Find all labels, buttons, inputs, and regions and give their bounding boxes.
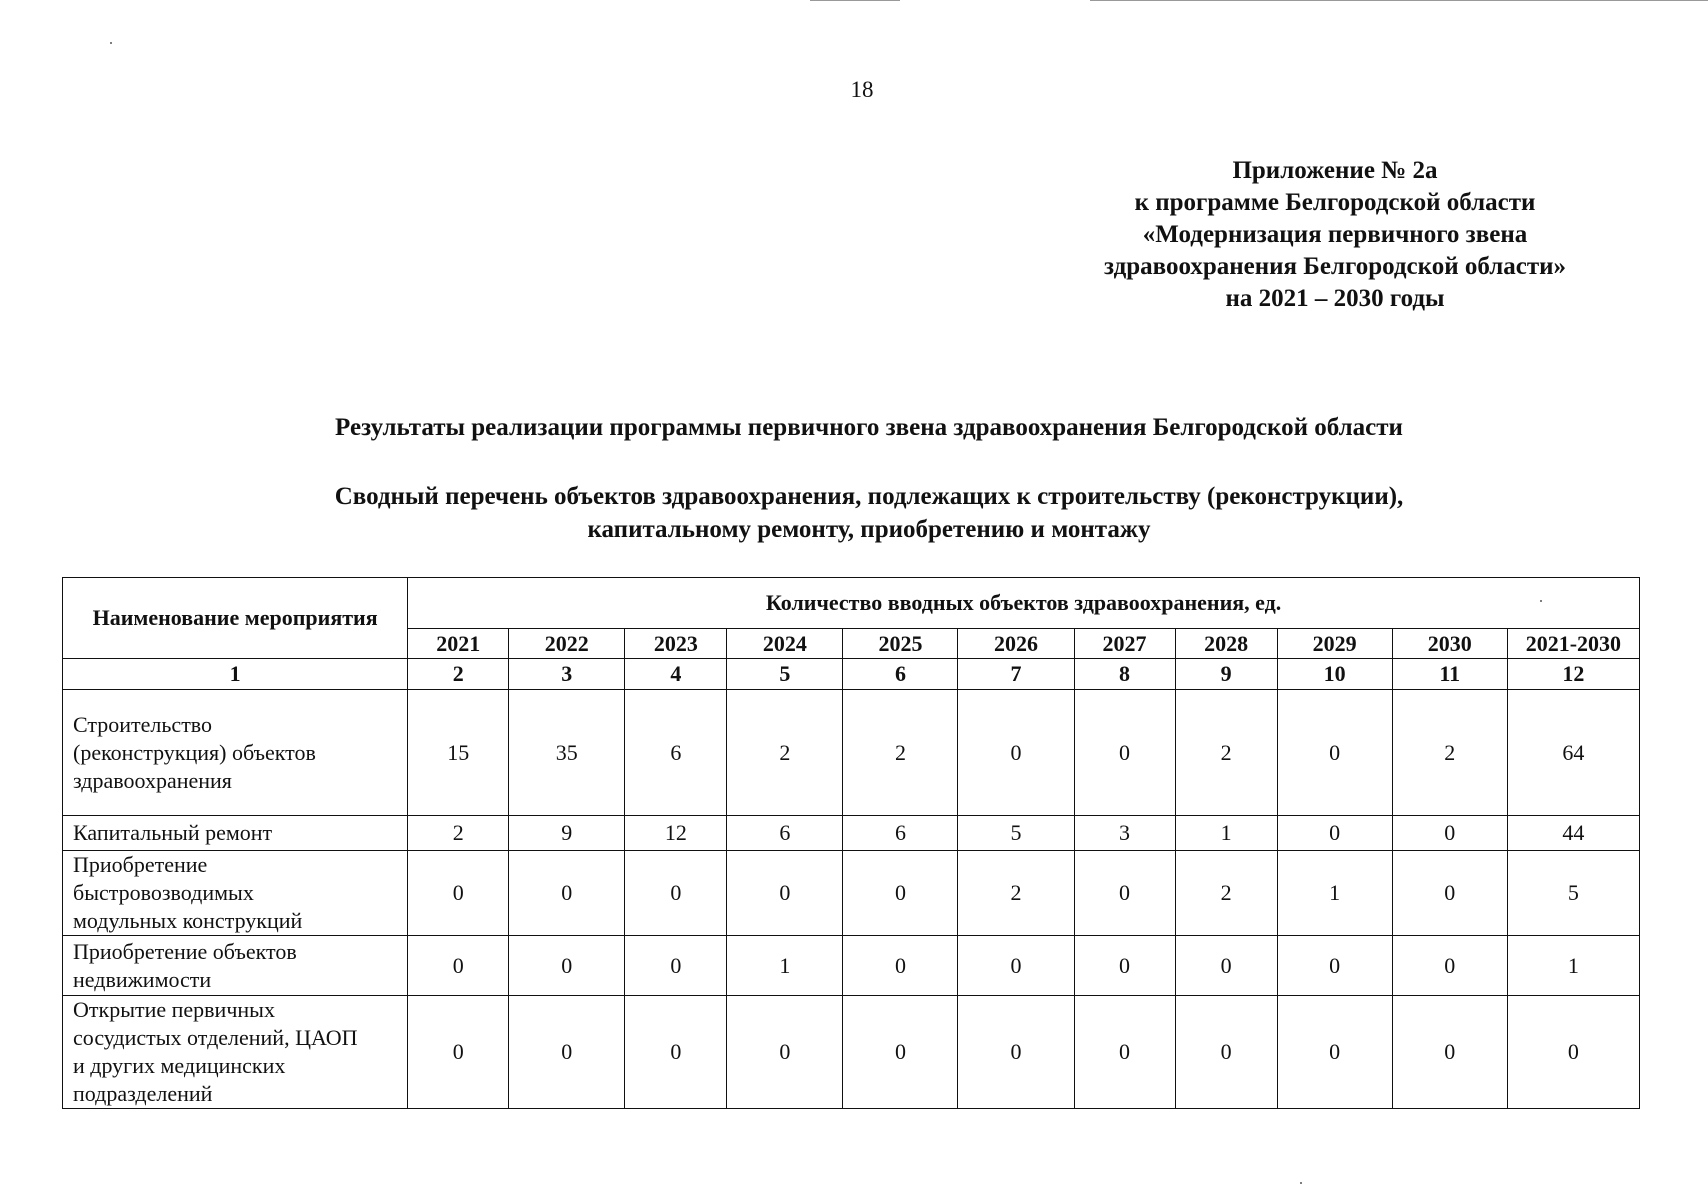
- table-cell: 9: [509, 816, 625, 851]
- column-header-group: Количество вводных объектов здравоохранения, ед.: [408, 578, 1640, 629]
- appendix-line: здравоохранения Белгородской области»: [1103, 253, 1567, 280]
- row-name-line: сосудистых отделений, ЦАОП: [73, 1025, 358, 1050]
- row-name-line: Приобретение: [73, 852, 208, 877]
- table-cell: 0: [1175, 996, 1277, 1109]
- row-name-line: Капитальный ремонт: [73, 820, 273, 845]
- table-cell: 44: [1507, 816, 1639, 851]
- row-name-line: подразделений: [73, 1081, 213, 1106]
- table-cell: 2: [727, 690, 843, 816]
- header-row-numbers: [63, 659, 1640, 690]
- row-name-line: быстровозводимых: [73, 880, 254, 905]
- column-number: 2: [408, 659, 509, 690]
- table-cell: 0: [958, 996, 1074, 1109]
- table-cell: 6: [625, 690, 727, 816]
- subtitle-line: Сводный перечень объектов здравоохранения, подлежащих к строительству (реконструкции),: [334, 483, 1404, 510]
- table-cell: 0: [1074, 936, 1175, 996]
- facilities-table: [62, 577, 1640, 1109]
- column-number: 9: [1175, 659, 1277, 690]
- row-name: [63, 936, 408, 996]
- table-cell: 1: [727, 936, 843, 996]
- column-number: 11: [1392, 659, 1507, 690]
- scan-artifact-line: [1090, 0, 1708, 1]
- appendix-line: «Модернизация первичного звена: [1142, 221, 1528, 248]
- row-name-line: Открытие первичных: [73, 997, 275, 1022]
- row-name-line: модульных конструкций: [73, 908, 303, 933]
- subtitle-line: капитальному ремонту, приобретению и монтажу: [587, 516, 1151, 543]
- table-cell: 0: [843, 996, 958, 1109]
- year-header: 2024: [727, 629, 843, 659]
- table-cell: 0: [1392, 851, 1507, 936]
- scan-speck: [110, 42, 112, 44]
- row-name: [63, 690, 408, 816]
- table-cell: 2: [1392, 690, 1507, 816]
- table-cell: 1: [1277, 851, 1392, 936]
- year-header: 2023: [625, 629, 727, 659]
- table-cell: 0: [1507, 996, 1639, 1109]
- appendix-line: к программе Белгородской области: [1134, 189, 1536, 216]
- table-cell: 0: [727, 851, 843, 936]
- row-name: [63, 851, 408, 936]
- table-row: [63, 690, 1640, 816]
- appendix-line: Приложение № 2а: [1232, 157, 1438, 184]
- column-number: 6: [843, 659, 958, 690]
- appendix-line: на 2021 – 2030 годы: [1225, 285, 1445, 312]
- year-header: 2025: [843, 629, 958, 659]
- document-title: Результаты реализации программы первичного звена здравоохранения Белгородской области: [335, 414, 1403, 441]
- table-cell: 0: [958, 936, 1074, 996]
- row-name-line: Строительство: [73, 711, 213, 737]
- year-header: 2021: [408, 629, 509, 659]
- page-number: 18: [850, 77, 874, 102]
- row-name-line: Приобретение объектов: [73, 938, 297, 964]
- table-cell: 0: [408, 851, 509, 936]
- column-number: 7: [958, 659, 1074, 690]
- table-cell: 64: [1507, 690, 1639, 816]
- table-cell: 0: [408, 996, 509, 1109]
- table-cell: 2: [1175, 851, 1277, 936]
- table-row: [63, 816, 1640, 851]
- table-cell: 0: [408, 936, 509, 996]
- table-cell: 15: [408, 690, 509, 816]
- table-body: [63, 690, 1640, 1109]
- table-cell: 0: [509, 936, 625, 996]
- row-name-line: здравоохранения: [73, 767, 232, 793]
- row-name-line: и других медицинских: [73, 1053, 286, 1078]
- column-number: 4: [625, 659, 727, 690]
- row-name-line: недвижимости: [73, 966, 212, 992]
- table-cell: 3: [1074, 816, 1175, 851]
- column-number: 8: [1074, 659, 1175, 690]
- table-row: [63, 996, 1640, 1109]
- table-cell: 0: [843, 936, 958, 996]
- table-cell: 0: [1392, 816, 1507, 851]
- year-header: 2026: [958, 629, 1074, 659]
- column-number: 1: [63, 659, 408, 690]
- table-cell: 2: [958, 851, 1074, 936]
- table-cell: 12: [625, 816, 727, 851]
- column-number: 12: [1507, 659, 1639, 690]
- table-row: [63, 851, 1640, 936]
- table-cell: 0: [1277, 816, 1392, 851]
- table-cell: 2: [408, 816, 509, 851]
- appendix-header: [1050, 155, 1620, 315]
- table-cell: 1: [1507, 936, 1639, 996]
- scan-artifact-line: [810, 0, 900, 1]
- year-header: 2021-2030: [1507, 629, 1639, 659]
- column-number: 5: [727, 659, 843, 690]
- column-number: 10: [1277, 659, 1392, 690]
- year-header: 2022: [509, 629, 625, 659]
- table-cell: 0: [958, 690, 1074, 816]
- header-row-group: [63, 578, 1640, 629]
- table-cell: 2: [843, 690, 958, 816]
- table-cell: 0: [1277, 690, 1392, 816]
- row-name-line: (реконструкция) объектов: [73, 739, 316, 765]
- table-cell: 0: [1074, 996, 1175, 1109]
- year-header: 2030: [1392, 629, 1507, 659]
- table-cell: 0: [1277, 936, 1392, 996]
- table-cell: 0: [1175, 936, 1277, 996]
- column-header-name: Наименование мероприятия: [63, 578, 408, 659]
- table-cell: 0: [727, 996, 843, 1109]
- table-cell: 0: [625, 851, 727, 936]
- table-cell: 0: [843, 851, 958, 936]
- table-cell: 6: [727, 816, 843, 851]
- table-cell: 5: [958, 816, 1074, 851]
- table-cell: 1: [1175, 816, 1277, 851]
- table-cell: 0: [625, 936, 727, 996]
- year-header: 2029: [1277, 629, 1392, 659]
- table-cell: 0: [1074, 851, 1175, 936]
- table-cell: 2: [1175, 690, 1277, 816]
- row-name: [63, 996, 408, 1109]
- table-cell: 0: [509, 851, 625, 936]
- scan-speck: [1300, 1182, 1302, 1184]
- table-cell: 0: [1392, 996, 1507, 1109]
- year-header: 2028: [1175, 629, 1277, 659]
- table-cell: 6: [843, 816, 958, 851]
- table-cell: 0: [1392, 936, 1507, 996]
- table-cell: 0: [625, 996, 727, 1109]
- table-cell: 5: [1507, 851, 1639, 936]
- document-subtitle: [0, 480, 1708, 546]
- column-number: 3: [509, 659, 625, 690]
- year-header: 2027: [1074, 629, 1175, 659]
- table-cell: 0: [509, 996, 625, 1109]
- table-cell: 35: [509, 690, 625, 816]
- row-name: [63, 816, 408, 851]
- table-cell: 0: [1277, 996, 1392, 1109]
- table-row: [63, 936, 1640, 996]
- table-cell: 0: [1074, 690, 1175, 816]
